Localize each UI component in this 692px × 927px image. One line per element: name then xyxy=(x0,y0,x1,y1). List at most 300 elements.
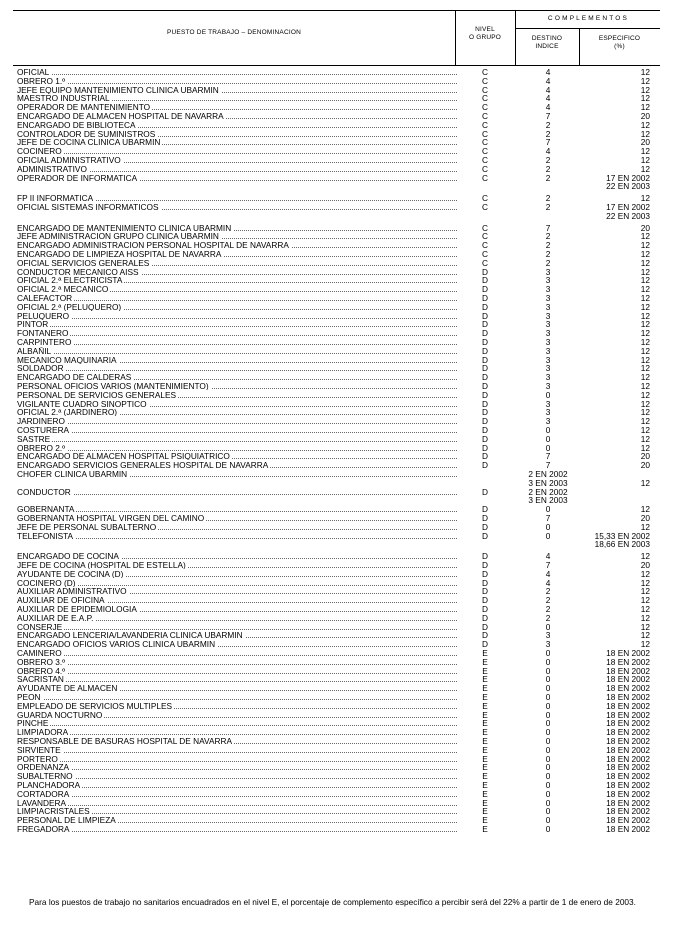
row-especifico: 12 xyxy=(640,595,650,606)
row-especifico: 18 EN 2002 xyxy=(606,648,650,658)
row-puesto-text: PEON xyxy=(17,693,41,701)
row-especifico: 12 xyxy=(640,639,650,650)
row-nivel: D xyxy=(482,266,488,277)
row-nivel: E xyxy=(482,718,488,729)
row-destino: 2 xyxy=(545,155,551,165)
row-puesto xyxy=(17,400,457,408)
table-row xyxy=(0,561,692,569)
row-nivel: D xyxy=(482,504,488,515)
row-destino: 2 xyxy=(545,249,551,259)
row-nivel: E xyxy=(482,683,488,694)
table-row xyxy=(0,816,692,824)
table-row xyxy=(0,711,692,719)
row-nivel: C xyxy=(482,93,488,104)
row-puesto xyxy=(17,552,457,560)
row-destino: 3 xyxy=(545,284,551,295)
table-row xyxy=(0,391,692,399)
row-puesto xyxy=(17,514,457,522)
row-puesto-text: AUXILIAR DE EPIDEMIOLOGIA xyxy=(17,605,137,613)
table-row xyxy=(0,807,692,815)
row-puesto xyxy=(17,719,457,727)
row-puesto xyxy=(17,373,457,381)
footnote: Para los puestos de trabajo no sanitarios encuadrados en el nivel E, el porcentaje de complemento específico a percibir será del 22% a partir de 1 de enero de 2003. xyxy=(29,897,636,907)
row-nivel: E xyxy=(482,727,488,738)
row-nivel: E xyxy=(482,788,488,799)
table-row xyxy=(0,488,692,496)
row-puesto xyxy=(17,156,457,164)
row-nivel: E xyxy=(482,744,488,755)
row-nivel: D xyxy=(482,586,488,597)
row-nivel: D xyxy=(482,551,488,562)
table-row xyxy=(0,347,692,355)
row-especifico: 12 xyxy=(640,521,650,532)
row-especifico: 18 EN 2002 xyxy=(606,718,650,729)
row-nivel: D xyxy=(482,451,488,462)
row-puesto xyxy=(17,312,457,320)
row-puesto xyxy=(17,250,457,258)
row-puesto xyxy=(17,103,457,111)
row-puesto-text: ENCARGADO DE ALMACEN HOSPITAL PSIQUIATRICO xyxy=(17,452,230,461)
row-nivel: C xyxy=(482,146,488,157)
row-destino: 7 xyxy=(545,560,551,570)
row-especifico: 12 xyxy=(640,75,650,86)
table-row xyxy=(0,825,692,833)
row-nivel: E xyxy=(482,806,488,817)
row-puesto-text: JEFE EQUIPO MANTENIMIENTO CLINICA UBARMIN xyxy=(17,85,219,94)
row-especifico: 18 EN 2002 xyxy=(606,788,650,799)
row-puesto-text: COCINERO (D) xyxy=(17,578,76,587)
table-row xyxy=(0,570,692,578)
row-destino: 7 xyxy=(545,137,551,148)
row-nivel: D xyxy=(482,381,488,391)
row-destino: 7 xyxy=(545,513,551,523)
row-nivel: D xyxy=(482,293,488,303)
row-puesto-text: JEFE DE COCINA CLINICA UBARMIN xyxy=(17,138,161,147)
table-row xyxy=(0,320,692,328)
row-destino: 0 xyxy=(545,504,551,515)
table-row xyxy=(0,523,692,531)
table-row xyxy=(0,182,692,190)
row-nivel: D xyxy=(482,577,488,588)
row-especifico: 12 xyxy=(640,84,650,95)
row-nivel: D xyxy=(482,398,488,409)
row-destino: 2 xyxy=(545,586,551,597)
row-destino: 2 xyxy=(545,231,551,242)
row-puesto xyxy=(17,426,457,434)
row-puesto-text: PINCHE xyxy=(17,719,49,728)
table-row xyxy=(0,212,692,220)
row-destino: 0 xyxy=(545,656,551,667)
row-puesto-text: ENCARGADO LENCERIA/LAVANDERIA CLINICA UBARMIN xyxy=(17,631,243,640)
table-row xyxy=(0,194,692,202)
row-especifico: 18 EN 2002 xyxy=(606,824,650,834)
row-destino: 0 xyxy=(545,521,551,532)
row-puesto xyxy=(17,165,457,173)
row-nivel: D xyxy=(482,612,488,623)
row-puesto-text: PELUQUERO xyxy=(17,311,70,320)
row-destino: 4 xyxy=(545,577,551,588)
row-puesto-text: PERSONAL DE LIMPIEZA xyxy=(17,816,116,825)
table-row xyxy=(0,667,692,675)
table-row xyxy=(0,737,692,745)
row-destino: 3 xyxy=(545,337,551,347)
row-puesto xyxy=(17,224,457,232)
table-row xyxy=(0,452,692,460)
row-puesto-text: PERSONAL OFICIOS VARIOS (MANTENIMIENTO) xyxy=(17,382,209,390)
row-puesto xyxy=(17,532,457,540)
row-puesto xyxy=(17,623,457,631)
row-especifico: 18 EN 2002 xyxy=(606,771,650,782)
row-nivel: C xyxy=(482,172,488,183)
row-puesto xyxy=(17,364,457,372)
row-especifico: 20 xyxy=(640,560,650,570)
row-puesto xyxy=(17,435,457,443)
table-row xyxy=(0,614,692,622)
row-especifico: 12 xyxy=(640,193,650,204)
row-destino: 0 xyxy=(545,665,551,676)
table-row xyxy=(0,532,692,540)
row-nivel: D xyxy=(482,354,488,365)
row-destino: 2 xyxy=(545,128,551,139)
row-nivel: E xyxy=(482,824,488,834)
row-especifico: 12 xyxy=(640,146,650,157)
row-nivel: D xyxy=(482,621,488,632)
row-puesto xyxy=(17,194,457,202)
row-puesto xyxy=(17,94,457,102)
table-row xyxy=(0,540,692,548)
row-puesto-text: MAESTRO INDUSTRIAL xyxy=(17,94,110,103)
header-nivel-2: O GRUPO xyxy=(468,34,502,41)
row-puesto-text: ENCARGADO SERVICIOS GENERALES HOSPITAL DE NAVARRA xyxy=(17,461,269,470)
row-destino: 2 xyxy=(545,240,551,251)
table-row xyxy=(0,130,692,138)
row-puesto xyxy=(17,658,457,666)
row-destino: 3 xyxy=(545,319,551,330)
row-puesto xyxy=(17,605,457,613)
row-especifico: 12 xyxy=(640,67,650,77)
table-row xyxy=(0,165,692,173)
table-row xyxy=(0,426,692,434)
table-row xyxy=(0,356,692,364)
table-row xyxy=(0,755,692,763)
row-nivel: D xyxy=(482,407,488,418)
row-nivel: D xyxy=(482,568,488,579)
row-destino: 0 xyxy=(545,753,551,764)
row-especifico: 12 xyxy=(640,354,650,365)
row-especifico: 18 EN 2002 xyxy=(606,683,650,694)
row-puesto-text: FREGADORA xyxy=(17,825,70,833)
row-puesto xyxy=(17,825,457,833)
header-especifico-1: ESPECIFICO xyxy=(598,35,641,42)
row-destino: 0 xyxy=(545,762,551,773)
row-especifico: 12 xyxy=(640,231,650,242)
row-destino: 2 EN 2002 xyxy=(528,469,568,479)
row-nivel: E xyxy=(482,692,488,702)
row-especifico: 12 xyxy=(640,257,650,268)
row-puesto-text: CHOFER CLINICA UBARMIN xyxy=(17,470,128,478)
row-especifico: 12 xyxy=(640,240,650,251)
table-row xyxy=(0,693,692,701)
row-destino: 0 xyxy=(545,621,551,632)
table-row xyxy=(0,505,692,513)
row-nivel: C xyxy=(482,240,488,251)
row-puesto-text: OBRERO 2.º xyxy=(17,443,66,452)
row-puesto-text: VIGILANTE CUADRO SINOPTICO xyxy=(17,399,147,408)
row-puesto xyxy=(17,640,457,648)
row-destino: 0 xyxy=(545,648,551,658)
row-destino: 3 EN 2003 xyxy=(528,495,568,506)
row-especifico: 12 xyxy=(640,293,650,303)
table-row xyxy=(0,94,692,102)
table-row xyxy=(0,224,692,232)
row-puesto xyxy=(17,303,457,311)
row-nivel: C xyxy=(482,231,488,242)
row-puesto xyxy=(17,505,457,513)
row-especifico: 15,33 EN 2002 xyxy=(594,530,650,541)
row-puesto xyxy=(17,579,457,587)
row-puesto xyxy=(17,329,457,337)
row-puesto-text: OFICIAL ADMINISTRATIVO xyxy=(17,156,121,164)
row-puesto xyxy=(17,746,457,754)
row-nivel: C xyxy=(482,257,488,268)
row-destino: 3 xyxy=(545,310,551,321)
table-row xyxy=(0,156,692,164)
row-destino: 4 xyxy=(545,146,551,157)
table-row xyxy=(0,763,692,771)
table-row xyxy=(0,605,692,613)
row-nivel: E xyxy=(482,753,488,764)
row-nivel: D xyxy=(482,337,488,347)
row-puesto-text: FP II INFORMATICA xyxy=(17,194,94,203)
row-puesto-text: ENCARGADO DE COCINA xyxy=(17,552,119,561)
row-especifico: 12 xyxy=(640,119,650,130)
row-puesto-text: PLANCHADORA xyxy=(17,781,81,789)
row-especifico: 12 xyxy=(640,433,650,444)
row-nivel: D xyxy=(482,521,488,532)
table-row xyxy=(0,496,692,504)
row-puesto xyxy=(17,763,457,771)
row-puesto xyxy=(17,77,457,85)
row-puesto-text: ALBAÑIL xyxy=(17,346,52,355)
row-puesto-text: RESPONSABLE DE BASURAS HOSPITAL DE NAVARRA xyxy=(17,737,233,745)
row-especifico: 18 EN 2002 xyxy=(606,736,650,746)
table-row xyxy=(0,799,692,807)
table-row xyxy=(0,400,692,408)
row-especifico: 18 EN 2002 xyxy=(606,744,650,755)
row-puesto-text: JARDINERO xyxy=(17,417,65,426)
table-row xyxy=(0,259,692,267)
row-puesto xyxy=(17,772,457,780)
table-row xyxy=(0,684,692,692)
row-especifico: 12 xyxy=(640,416,650,427)
row-puesto xyxy=(17,417,457,425)
table-row xyxy=(0,147,692,155)
row-puesto-text: AUXILIAR ADMINISTRATIVO xyxy=(17,587,127,596)
row-nivel: D xyxy=(482,363,488,374)
row-destino: 3 xyxy=(545,354,551,365)
row-especifico: 12 xyxy=(640,363,650,374)
row-puesto-text: CALEFACTOR xyxy=(17,294,73,302)
row-especifico: 12 xyxy=(640,477,650,488)
header-especifico-2: (%) xyxy=(614,43,625,50)
row-puesto-text: COCINERO xyxy=(17,147,62,156)
row-puesto xyxy=(17,781,457,789)
row-puesto-text: AUXILIAR DE OFICINA xyxy=(17,596,105,605)
row-puesto xyxy=(17,391,457,399)
row-especifico: 12 xyxy=(640,630,650,641)
row-especifico: 18 EN 2002 xyxy=(606,674,650,685)
row-puesto-text: ADMINISTRATIVO xyxy=(17,164,87,173)
row-especifico: 12 xyxy=(640,102,650,113)
row-puesto xyxy=(17,790,457,798)
row-puesto xyxy=(17,86,457,94)
row-destino: 0 xyxy=(545,815,551,826)
row-destino: 0 xyxy=(545,780,551,790)
row-puesto-text: FONTANERO xyxy=(17,329,69,338)
table-row xyxy=(0,790,692,798)
row-especifico: 12 xyxy=(640,604,650,614)
row-puesto xyxy=(17,488,457,496)
row-especifico: 18 EN 2002 xyxy=(606,727,650,738)
table-row xyxy=(0,250,692,258)
table-row xyxy=(0,417,692,425)
row-puesto xyxy=(17,382,457,390)
row-puesto xyxy=(17,799,457,807)
row-especifico: 20 xyxy=(640,137,650,148)
row-destino: 3 EN 2003 xyxy=(528,477,568,488)
row-especifico: 22 EN 2003 xyxy=(606,181,650,192)
row-especifico: 18 EN 2002 xyxy=(606,797,650,808)
row-puesto xyxy=(17,684,457,692)
row-especifico: 18,66 EN 2003 xyxy=(594,539,650,550)
row-destino: 2 xyxy=(545,193,551,204)
row-destino: 3 xyxy=(545,630,551,641)
row-destino: 3 xyxy=(545,363,551,374)
row-especifico: 18 EN 2002 xyxy=(606,780,650,790)
table-row xyxy=(0,294,692,302)
table-row xyxy=(0,203,692,211)
row-puesto-text: CARPINTERO xyxy=(17,338,72,346)
row-puesto-text: ENCARGADO DE LIMPIEZA HOSPITAL DE NAVARRA xyxy=(17,250,222,258)
row-puesto-text: EMPLEADO DE SERVICIOS MULTIPLES xyxy=(17,701,173,710)
table-row xyxy=(0,514,692,522)
table-row xyxy=(0,268,692,276)
table-row xyxy=(0,103,692,111)
row-destino: 7 xyxy=(545,111,551,121)
row-puesto-text: OFICIAL SERVICIOS GENERALES xyxy=(17,258,150,267)
row-puesto-text: ENCARGADO ADMINISTRACION PERSONAL HOSPITAL DE NAVARRA xyxy=(17,241,289,250)
row-puesto-text: COSTURERA xyxy=(17,426,70,434)
row-puesto xyxy=(17,523,457,531)
row-destino: 2 EN 2002 xyxy=(528,486,568,497)
row-puesto xyxy=(17,461,457,469)
row-especifico: 17 EN 2002 xyxy=(606,172,650,183)
table-row xyxy=(0,640,692,648)
row-especifico: 18 EN 2002 xyxy=(606,815,650,826)
row-destino: 0 xyxy=(545,727,551,738)
table-row xyxy=(0,552,692,560)
row-puesto-text: OFICIAL 2.ª MECANICO xyxy=(17,285,109,294)
row-puesto-text: GUARDA NOCTURNO xyxy=(17,710,103,719)
row-especifico: 12 xyxy=(640,551,650,562)
row-nivel: C xyxy=(482,249,488,259)
table-row xyxy=(0,285,692,293)
row-puesto-text: OFICIAL 2.ª (PELUQUERO) xyxy=(17,302,122,311)
row-destino: 2 xyxy=(545,612,551,623)
row-especifico: 20 xyxy=(640,222,650,233)
row-nivel: C xyxy=(482,102,488,113)
row-puesto-text: OFICIAL SISTEMAS INFORMATICOS xyxy=(17,203,159,211)
row-especifico: 18 EN 2002 xyxy=(606,709,650,720)
row-especifico: 12 xyxy=(640,568,650,579)
row-nivel: E xyxy=(482,709,488,720)
row-nivel: E xyxy=(482,674,488,685)
row-puesto-text: PORTERO xyxy=(17,754,58,763)
row-puesto-text: OPERADOR DE INFORMATICA xyxy=(17,173,138,182)
table-row xyxy=(0,444,692,452)
row-nivel: C xyxy=(482,67,488,77)
row-puesto xyxy=(17,693,457,701)
table-row xyxy=(0,232,692,240)
row-destino: 4 xyxy=(545,93,551,104)
row-puesto-text: MECANICO MAQUINARIA xyxy=(17,355,117,364)
table-header xyxy=(13,10,660,66)
row-puesto-text: ENCARGADO DE MANTENIMIENTO CLINICA UBARMIN xyxy=(17,223,232,232)
row-puesto xyxy=(17,232,457,240)
row-puesto xyxy=(17,338,457,346)
header-puesto: PUESTO DE TRABAJO – DENOMINACION xyxy=(166,29,302,36)
header-complementos: C O M P L E M E N T O S xyxy=(547,15,628,22)
row-nivel: C xyxy=(482,128,488,139)
row-especifico: 12 xyxy=(640,128,650,139)
row-destino: 2 xyxy=(545,119,551,130)
table-row xyxy=(0,675,692,683)
row-puesto xyxy=(17,667,457,675)
table-row xyxy=(0,596,692,604)
row-puesto xyxy=(17,294,457,302)
table-row xyxy=(0,329,692,337)
table-row xyxy=(0,781,692,789)
row-destino: 7 xyxy=(545,451,551,462)
row-nivel: D xyxy=(482,560,488,570)
row-nivel: D xyxy=(482,460,488,471)
row-puesto xyxy=(17,452,457,460)
row-puesto-text: ENCARGADO DE CALDERAS xyxy=(17,373,132,382)
row-puesto-text: GOBERNANTA xyxy=(17,505,75,514)
row-especifico: 18 EN 2002 xyxy=(606,692,650,702)
row-puesto-text: TELEFONISTA xyxy=(17,531,74,540)
row-especifico: 12 xyxy=(640,577,650,588)
row-nivel: C xyxy=(482,75,488,86)
row-puesto-text: OFICIAL xyxy=(17,68,50,76)
row-especifico: 18 EN 2002 xyxy=(606,806,650,817)
row-puesto-text: PERSONAL DE SERVICIOS GENERALES xyxy=(17,390,177,399)
table-row xyxy=(0,241,692,249)
row-puesto xyxy=(17,276,457,284)
table-row xyxy=(0,338,692,346)
row-puesto-text: ENCARGADO DE BIBLIOTECA xyxy=(17,120,136,129)
row-especifico: 12 xyxy=(640,319,650,330)
row-puesto-text: OBRERO 3.º xyxy=(17,657,66,666)
row-puesto xyxy=(17,356,457,364)
row-nivel: E xyxy=(482,665,488,676)
row-especifico: 12 xyxy=(640,407,650,418)
row-puesto-text: SUBALTERNO xyxy=(17,772,73,781)
row-puesto xyxy=(17,285,457,293)
row-especifico: 18 EN 2002 xyxy=(606,656,650,667)
row-nivel: E xyxy=(482,700,488,711)
header-destino-1: DESTINO xyxy=(531,35,563,42)
